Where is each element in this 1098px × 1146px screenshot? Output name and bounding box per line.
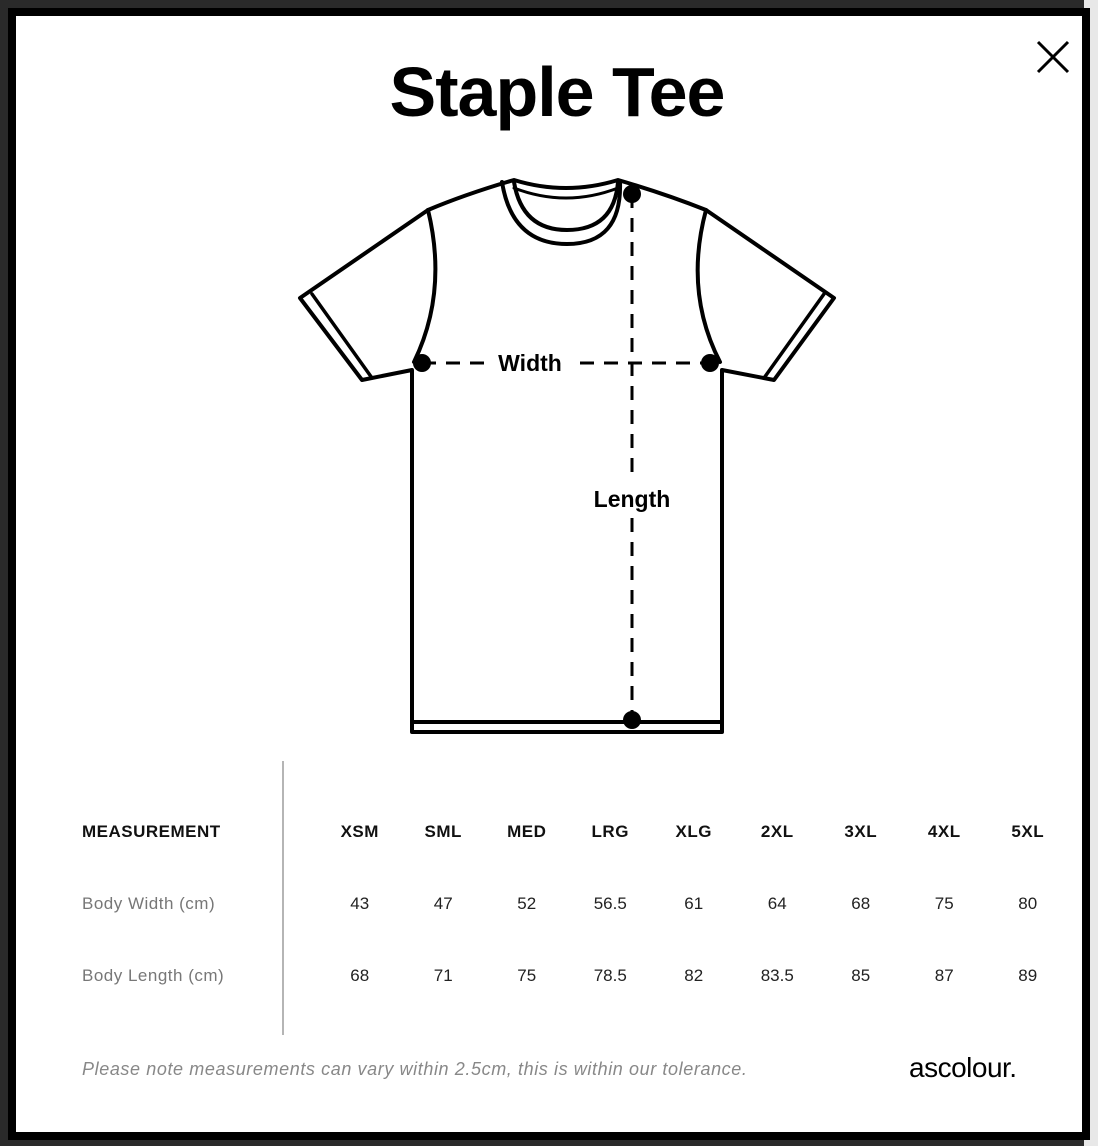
length-point-bottom <box>623 711 641 729</box>
page-title: Staple Tee <box>389 53 725 131</box>
table-cell: 61 <box>684 894 704 913</box>
header-size: XSM <box>340 822 379 841</box>
width-point-left <box>413 354 431 372</box>
tolerance-note: Please note measurements can vary within 2.5cm, this is within our tolerance. <box>82 1059 748 1079</box>
size-table <box>82 796 1070 1012</box>
length-point-top <box>623 185 641 203</box>
tshirt-outline <box>300 180 834 732</box>
length-label: Length <box>593 486 671 512</box>
table-row <box>82 940 1070 1012</box>
brand-logo: ascolour. <box>909 1052 1017 1083</box>
table-cell: 64 <box>767 894 787 913</box>
table-cell: 68 <box>851 894 871 913</box>
header-size: XLG <box>675 822 712 841</box>
table-cell: 87 <box>934 966 954 985</box>
table-cell: 85 <box>851 966 871 985</box>
table-header-row <box>82 796 1070 868</box>
tshirt-diagram <box>286 166 846 746</box>
header-size: 4XL <box>927 822 961 841</box>
table-cell: 80 <box>1018 894 1038 913</box>
table-cell: 83.5 <box>760 966 794 985</box>
table-cell: 56.5 <box>593 894 627 913</box>
table-cell: 52 <box>517 894 537 913</box>
header-size: 5XL <box>1011 822 1045 841</box>
size-guide-modal <box>8 8 1090 1140</box>
table-cell: 47 <box>433 894 453 913</box>
header-size: SML <box>424 822 462 841</box>
table-cell: 78.5 <box>593 966 627 985</box>
header-size: LRG <box>591 822 629 841</box>
width-point-right <box>701 354 719 372</box>
table-cell: 82 <box>684 966 704 985</box>
table-cell: 68 <box>350 966 370 985</box>
row-label: Body Width (cm) <box>82 894 216 913</box>
header-size: 2XL <box>760 822 794 841</box>
width-label: Width <box>498 350 562 376</box>
table-cell: 75 <box>517 966 537 985</box>
table-cell: 89 <box>1018 966 1038 985</box>
header-size: MED <box>507 822 547 841</box>
table-cell: 71 <box>433 966 453 985</box>
row-label: Body Length (cm) <box>82 966 225 985</box>
table-row <box>82 868 1070 940</box>
left-sleeve-seam <box>414 210 435 362</box>
right-sleeve-seam <box>698 210 720 362</box>
header-size: 3XL <box>844 822 878 841</box>
modal-content <box>16 16 1082 1132</box>
table-cell: 43 <box>350 894 370 913</box>
header-measurement: MEASUREMENT <box>82 822 221 841</box>
table-cell: 75 <box>934 894 954 913</box>
